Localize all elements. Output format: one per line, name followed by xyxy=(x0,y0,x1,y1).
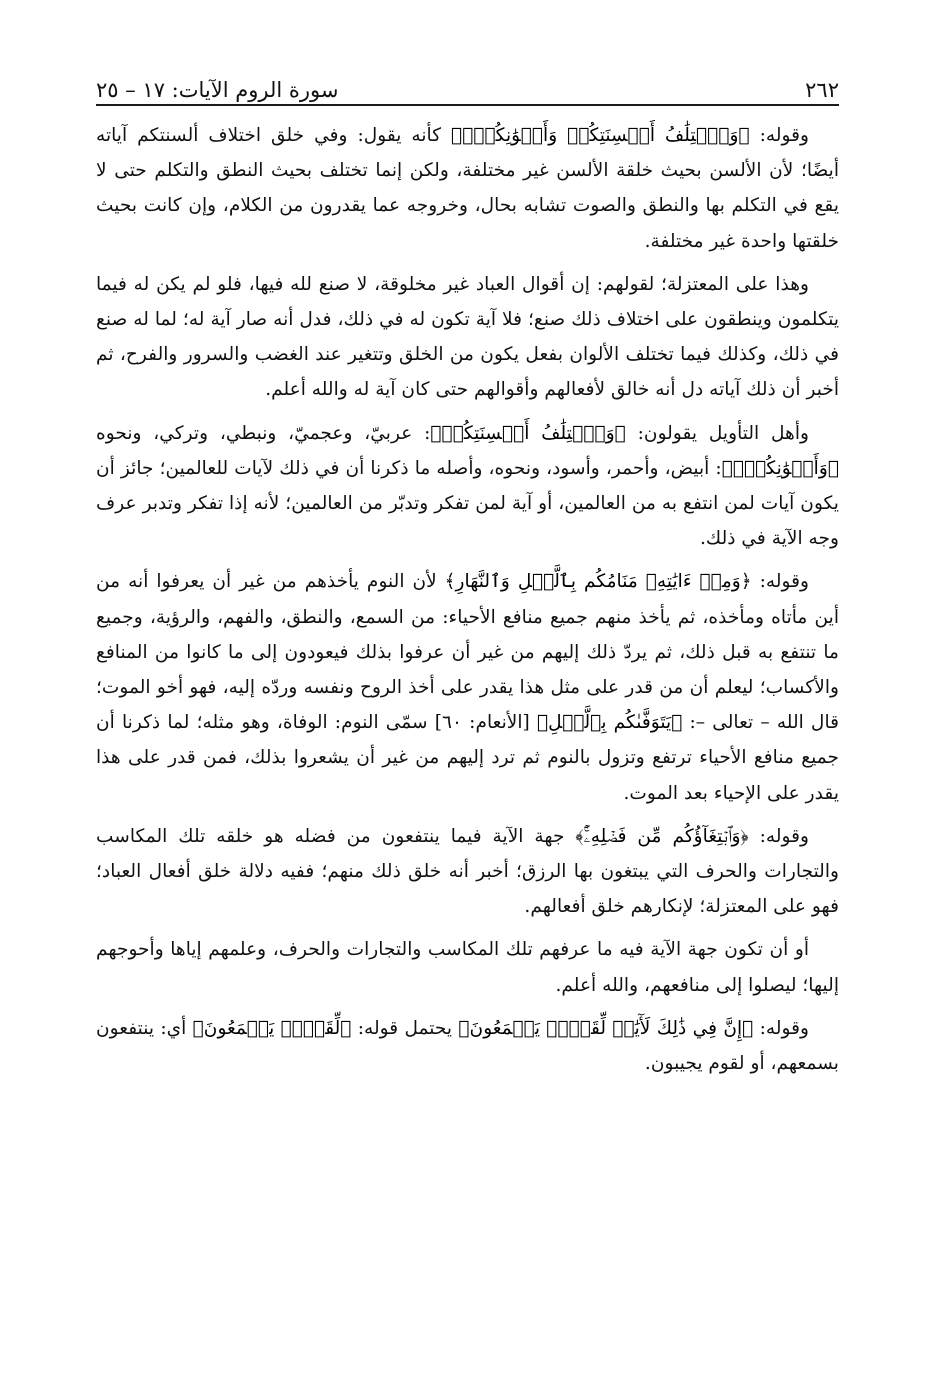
page-number: ٢٦٢ xyxy=(805,78,839,102)
running-title: سورة الروم الآيات: ١٧ – ٢٥ xyxy=(96,78,339,102)
paragraph-3 xyxy=(96,416,839,557)
paragraph-text: وقوله: xyxy=(751,571,809,593)
quran-quote: ﴿وَمِنۡ ءَايَٰتِهِۦ مَنَامُكُم بِٱلَّيۡلِ وَٱلنَّهَارِ﴾ xyxy=(444,571,752,593)
paragraph-text: وقوله: xyxy=(749,125,809,146)
quran-quote: ﴿وَٱخۡتِلَٰفُ أَلۡسِنَتِكُمۡ وَأَلۡوَٰنِكُمۡۚ﴾ xyxy=(451,125,750,146)
paragraph-text: وأهل التأويل يقولون: xyxy=(625,422,809,444)
paragraph-1 xyxy=(96,118,839,259)
paragraph-text: [الأنعام: ٦٠] سمّى النوم: الوفاة، وهو مثله؛ لما ذكرنا أن جميع منافع الأحياء ترتفع وتزول بالنوم ثم ترد إليهم من غير أن يشعروا بذلك، فمن قدر على هذا يقدر على الإحياء بعد الموت. xyxy=(96,712,839,804)
paragraph-text: أو أن تكون جهة الآية فيه ما عرفهم تلك المكاسب والتجارات والحرف، وعلمهم إياها وأحوجهم إليها؛ ليصلوا إلى منافعهم، والله أعلم. xyxy=(96,939,839,996)
quran-quote: ﴿إِنَّ فِي ذَٰلِكَ لَأٓيَٰتٖ لِّقَوۡمٖ يَسۡمَعُونَ﴾ xyxy=(458,1017,754,1039)
paragraph-text: أي: ينتفعون بسمعهم، أو لقوم يجيبون. xyxy=(96,1017,839,1075)
paragraph-5 xyxy=(96,819,839,925)
paragraph-text: : أبيض، وأحمر، وأسود، ونحوه، وأصله ما ذكرنا أن في ذلك لآيات للعالمين؛ جائز أن يكون آيات لمن انتفع به من العالمين، أو آية لمن تفكر وتدبّر من العالمين؛ لأنه إذا تفكر وتدبر عرف وجه الآية في ذلك. xyxy=(96,457,839,550)
paragraph-text: يحتمل قوله: xyxy=(351,1017,459,1039)
paragraph-text: وقوله: xyxy=(753,1017,809,1039)
quran-quote: ﴿وَٱخۡتِلَٰفُ أَلۡسِنَتِكُمۡ﴾ xyxy=(430,422,626,444)
paragraph-text: : عربيّ، وعجميّ، ونبطي، وتركي، ونحوه xyxy=(96,422,431,444)
paragraph-7 xyxy=(96,1011,839,1081)
quran-quote: ﴿يَتَوَفَّىٰكُم بِٱلَّيۡلِ﴾ xyxy=(536,712,683,734)
page-body xyxy=(96,118,839,1089)
paragraph-text: لأن النوم يأخذهم من غير أن يعرفوا أنه من أين مأتاه ومأخذه، ثم يأخذ منهم جميع منافع الأحياء: من السمع، والنطق، والفهم، والرؤية، وجميع ما تنتفع به قبل ذلك، ثم يردّ ذلك إليهم من غير أن عرفوا بذلك فيعودون إلى ما كانوا من المنافع والأكساب؛ ليعلم أن من قدر على مثل هذا يقدر على أخذ الروح ونفسه وردّه إليه، فهو أخو الموت؛ قال الله – تعالى –: xyxy=(96,571,839,734)
paragraph-text: كأنه يقول: وفي خلق اختلاف ألسنتكم آياته أيضًا؛ لأن الألسن بحيث خلقة الألسن غير مختلفة، ولكن إنما تختلف بحيث النطق والتكلم حتى لا يقع في التكلم بها والنطق والصوت تشابه بحال، وخروجه عما يقدرون من الكلام، وإن كانت بحيث خلقتها واحدة غير مختلفة. xyxy=(96,125,839,252)
paragraph-text: وقوله: xyxy=(748,825,809,847)
quran-quote: ﴿لِّقَوۡمٖ يَسۡمَعُونَ﴾ xyxy=(192,1017,352,1039)
quran-quote: ﴿وَٱبۡتِغَآؤُكُم مِّن فَضۡلِهِۦٓۚ﴾ xyxy=(575,825,749,847)
paragraph-text: جهة الآية فيما ينتفعون من فضله هو خلقه تلك المكاسب والتجارات والحرف التي يبتغون بها الرزق؛ أخبر أنه خلق ذلك منهم؛ ففيه دلالة خلق أفعال العباد؛ فهو على المعتزلة؛ لإنكارهم خلق أفعالهم. xyxy=(96,825,839,918)
paragraph-text: وهذا على المعتزلة؛ لقولهم: إن أقوال العباد غير مخلوقة، لا صنع لله فيها، فلو لم يكن له فيما يتكلمون وينطقون على اختلاف ذلك صنع؛ فلا آية تكون له في ذلك، فدل أنه صار آية له؛ لما له صنع في ذلك، وكذلك فيما تختلف الألوان بفعل يكون من الخلق وتتغير عند الغضب والسرور والفرح، ثم أخبر أن ذلك آياته دل أنه خالق لأفعالهم وأقوالهم حتى كان آية له والله أعلم. xyxy=(96,273,839,401)
paragraph-4 xyxy=(96,564,839,810)
header-divider xyxy=(96,104,839,106)
page-header xyxy=(96,62,839,102)
paragraph-2 xyxy=(96,267,839,408)
quran-quote: ﴿وَأَلۡوَٰنِكُمۡۚ﴾ xyxy=(721,457,839,479)
paragraph-6 xyxy=(96,932,839,1002)
